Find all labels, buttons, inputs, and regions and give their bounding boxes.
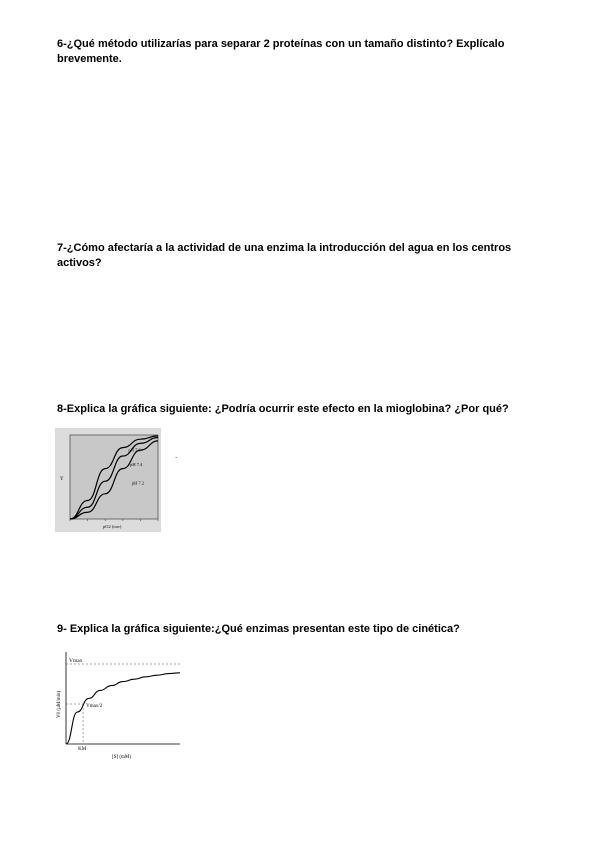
plot-area xyxy=(70,435,158,519)
stray-mark: . xyxy=(175,451,178,460)
series-label-0: pH 7.6 xyxy=(128,447,141,453)
y-axis-label: Y xyxy=(60,477,64,482)
km-label: KM xyxy=(78,747,87,752)
series-label-1: pH 7.4 xyxy=(130,462,143,467)
question-7: 7-¿Cómo afectaría a la actividad de una enzima la introducción del agua en los centros activos? xyxy=(57,242,512,269)
vmax-label: Vmax xyxy=(69,658,83,664)
question-9: 9- Explica la gráfica siguiente:¿Qué enzimas presentan este tipo de cinética? xyxy=(57,623,460,635)
y-axis-label: V0 (µM/min) xyxy=(57,690,62,718)
x-axis-label: pO2 (torr) xyxy=(103,524,122,529)
michaelis-menten-chart xyxy=(52,648,182,760)
half-vmax-label: Vmax/2 xyxy=(86,704,103,709)
hemoglobin-ph-chart xyxy=(55,428,161,532)
series-label-2: pH 7.2 xyxy=(131,480,145,486)
x-axis-label: [S] (mM) xyxy=(112,755,132,760)
question-6: 6-¿Qué método utilizarías para separar 2 proteínas con un tamaño distinto? Explícalo brevemente. xyxy=(57,38,505,65)
question-8: 8-Explica la gráfica siguiente: ¿Podría ocurrir este efecto en la mioglobina? ¿Por qué? xyxy=(57,403,509,415)
